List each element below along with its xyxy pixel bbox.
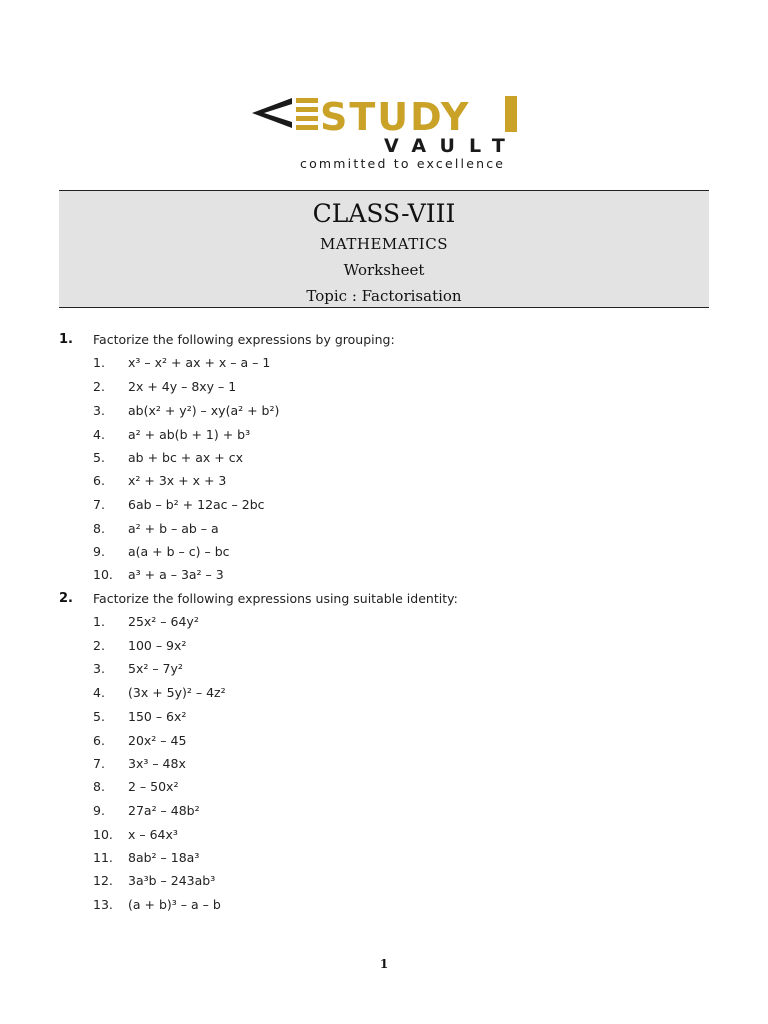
subject-title: MATHEMATICS	[320, 235, 448, 253]
question-text: Factorize the following expressions using suitable identity:	[93, 591, 458, 606]
topic-label: Topic : Factorisation	[306, 287, 462, 305]
item-number: 13.	[93, 897, 113, 912]
item-number: 2.	[93, 379, 105, 394]
brand-sub: VAULT	[384, 135, 519, 157]
item-expression: 6ab – b² + 12ac – 2bc	[128, 497, 265, 512]
item-expression: 27a² – 48b²	[128, 803, 200, 818]
item-number: 2.	[93, 638, 105, 653]
item-expression: x – 64x³	[128, 827, 178, 842]
item-expression: 3a³b – 243ab³	[128, 873, 216, 888]
item-expression: 20x² – 45	[128, 733, 187, 748]
item-expression: (a + b)³ – a – b	[128, 897, 221, 912]
item-expression: a³ + a – 3a² – 3	[128, 567, 224, 582]
item-number: 8.	[93, 779, 105, 794]
item-number: 10.	[93, 567, 113, 582]
question-number: 1.	[59, 332, 73, 347]
item-expression: 150 – 6x²	[128, 709, 187, 724]
item-expression: 100 – 9x²	[128, 638, 187, 653]
item-expression: ab + bc + ax + cx	[128, 450, 243, 465]
item-number: 12.	[93, 873, 113, 888]
item-number: 8.	[93, 521, 105, 536]
item-number: 11.	[93, 850, 113, 865]
study-vault-logo	[250, 90, 520, 170]
question-number: 2.	[59, 591, 73, 606]
item-expression: x³ – x² + ax + x – a – 1	[128, 355, 271, 370]
item-expression: 8ab² – 18a³	[128, 850, 200, 865]
class-title: CLASS-VIII	[312, 199, 456, 228]
item-number: 3.	[93, 403, 105, 418]
item-number: 9.	[93, 544, 105, 559]
item-number: 9.	[93, 803, 105, 818]
item-expression: 2 – 50x²	[128, 779, 179, 794]
item-number: 5.	[93, 450, 105, 465]
item-number: 7.	[93, 756, 105, 771]
item-number: 1.	[93, 355, 105, 370]
item-number: 3.	[93, 661, 105, 676]
item-number: 4.	[93, 685, 105, 700]
item-number: 6.	[93, 473, 105, 488]
worksheet-header	[59, 190, 709, 308]
item-number: 7.	[93, 497, 105, 512]
item-number: 10.	[93, 827, 113, 842]
brand-name: STUDY	[320, 95, 471, 139]
item-number: 4.	[93, 427, 105, 442]
item-expression: x² + 3x + x + 3	[128, 473, 227, 488]
item-number: 5.	[93, 709, 105, 724]
item-expression: ab(x² + y²) – xy(a² + b²)	[128, 403, 280, 418]
item-number: 1.	[93, 614, 105, 629]
item-expression: a² + b – ab – a	[128, 521, 219, 536]
worksheet-label: Worksheet	[343, 261, 425, 279]
question-text: Factorize the following expressions by grouping:	[93, 332, 395, 347]
item-expression: (3x + 5y)² – 4z²	[128, 685, 226, 700]
item-number: 6.	[93, 733, 105, 748]
item-expression: a² + ab(b + 1) + b³	[128, 427, 251, 442]
item-expression: 5x² – 7y²	[128, 661, 183, 676]
item-expression: 2x + 4y – 8xy – 1	[128, 379, 237, 394]
page-number: 1	[379, 957, 389, 971]
item-expression: 3x³ – 48x	[128, 756, 186, 771]
item-expression: a(a + b – c) – bc	[128, 544, 230, 559]
item-expression: 25x² – 64y²	[128, 614, 199, 629]
brand-tagline: committed to excellence	[300, 156, 506, 170]
